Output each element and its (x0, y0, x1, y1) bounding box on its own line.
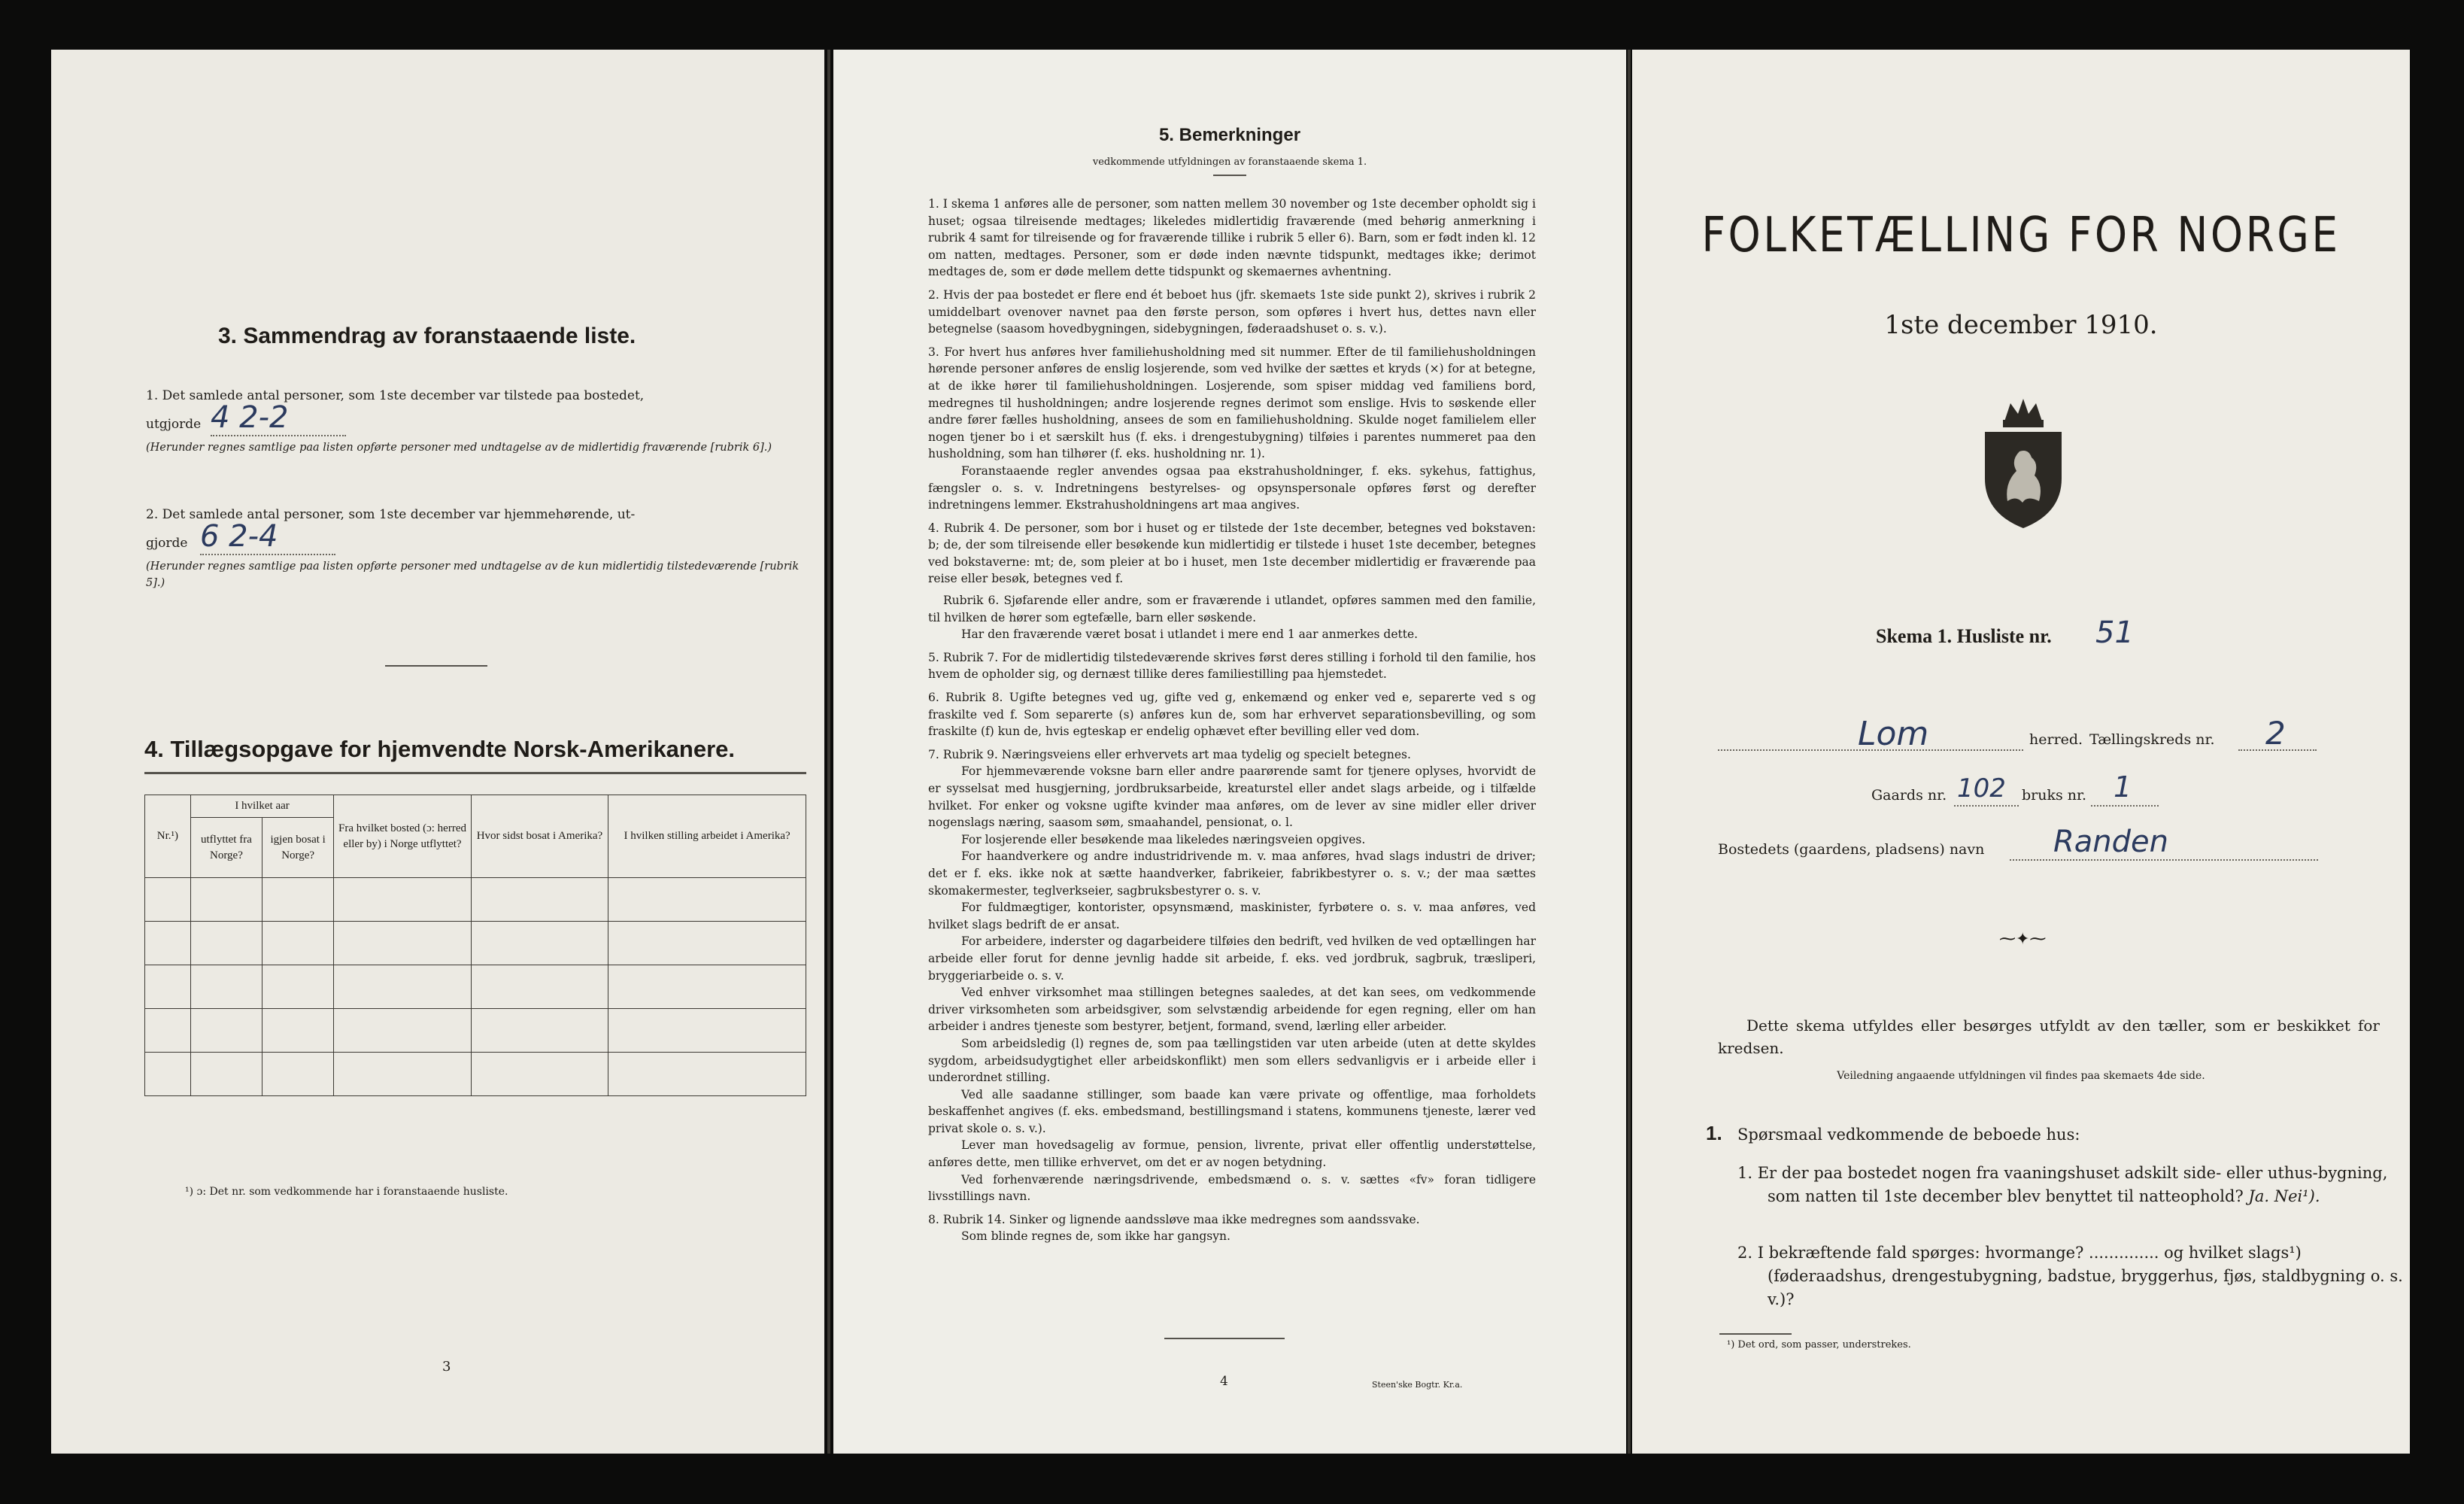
question-1 (1737, 1162, 2410, 1208)
question-heading: Spørsmaal vedkommende de beboede hus: (1737, 1126, 2080, 1144)
fold-left (827, 50, 830, 1454)
middle-page (833, 50, 1626, 1454)
main-title: FOLKETÆLLING FOR NORGE (1701, 208, 2341, 263)
fold-right (1628, 50, 1631, 1454)
para-7f: For arbeidere, inderster og dagarbeidere tilføies den bedrift, ved hvilken de ved optællingen har arbeide eller forut for denne jevnlig hadde sit arbeide, f. eks. ved jordbruk, sagbruk, træsliperi, bryggeriarbeide o. s. v. (928, 934, 1536, 983)
gaards-label: Gaards nr. (1871, 787, 1947, 804)
bemerkninger-body (928, 196, 1536, 1245)
col-returned: igjen bosat i Norge? (262, 818, 334, 878)
instructions: Dette skema utfyldes eller besørges utfyldt av den tæller, som er beskikket for kredsen. (1718, 1016, 2380, 1057)
bosted-label: Bostedets (gaardens, pladsens) navn (1718, 841, 1985, 858)
bosted-line (2010, 859, 2318, 861)
para-7g: Ved enhver virksomhet maa stillingen betegnes saaledes, at det kan sees, om vedkommende driver virksomheten som arbeidsgiver, som selvstændig arbeidende for egen regning, eller om han arbeider i andres tjeneste som bestyrer, betjent, formand, svend, lærling eller arbeider. (928, 986, 1536, 1034)
para-1: 1. I skema 1 anføres alle de personer, som natten mellem 30 november og 1ste december opholdt sig i huset; ogsaa tilreisende medtages; likeledes midlertidig fraværende (med behørig anmerkning i rubrik 4 samt for tilreisende og for fraværende tillike i rubrik 5 eller 6). Barn, som er født inden kl. 12 om natten, medtages. Personer, som er døde inden nævnte tidspunkt, medtages ikke; derimot medtages de, som er døde mellem dette tidspunkt og skemaernes avhentning. (928, 197, 1536, 279)
para-8b: Som blinde regnes de, som ikke har gangsyn. (961, 1229, 1230, 1244)
section4-title: 4. Tillægsopgave for hjemvendte Norsk-Amerikanere. (144, 736, 736, 762)
section3-item1 (146, 385, 808, 456)
para-3b: Foranstaaende regler anvendes ogsaa paa ekstrahusholdninger, f. eks. sykehus, fattighus, fængsler o. s. v. Indretningens bestyrelses- og opsynspersonale opføres først og derefter indretningens lemmer. Ekstrahusholdningens art maa angives. (928, 463, 1536, 512)
item1-handwritten: 4 2-2 (211, 400, 346, 436)
ornament-icon: ⁓✦⁓ (1999, 930, 2047, 949)
para-4b: Rubrik 6. Sjøfarende eller andre, som er fraværende i utlandet, opføres sammen med den familie, til hvilken de hører som egtefælle, barn eller søskende. (928, 594, 1536, 624)
question-heading-number: 1. (1706, 1122, 1722, 1144)
item2-prefix: gjorde (146, 536, 188, 551)
left-page (51, 50, 824, 1454)
table-row (145, 1009, 806, 1053)
para-7h: Som arbeidsledig (l) regnes de, som paa tællingstiden var uten arbeide (uten at dette skyldes sygdom, arbeidsudygtighet eller arbeidskonflikt) men som ellers sedvanligvis er i arbeide eller i underordnet stilling. (928, 1036, 1536, 1085)
gaards-line (1954, 805, 2019, 807)
bruks-value: 1 (2114, 770, 2132, 804)
bemerkninger-title: 5. Bemerkninger (1158, 125, 1301, 145)
item2-text: 2. Det samlede antal personer, som 1ste december var hjemmehørende, ut- (146, 507, 636, 522)
page-number-3: 3 (442, 1359, 451, 1375)
item1-text: 1. Det samlede antal personer, som 1ste december var tilstede paa bostedet, (146, 388, 645, 403)
item1-answer-line (146, 400, 808, 439)
table-row (145, 878, 806, 922)
para-7e: For fuldmægtiger, kontorister, opsynsmænd, maskinister, fyrbøtere o. s. v. maa anføres, ved hvilket slags bedrift de er ansat. (928, 901, 1536, 931)
footnote: ¹) Det ord, som passer, understrekes. (1727, 1339, 1911, 1351)
para-4: 4. Rubrik 4. De personer, som bor i huset og er tilstede der 1ste december, betegnes ved bokstaven: b; de, der som tilreisende eller besøkende kun midlertidig er tilstede i huset 1ste december, betegnes ved bokstaverne: mt; de, som pleier at bo i huset, men 1ste december midlertidig er fraværende paa reise eller besøk, betegnes ved f. (928, 521, 1536, 586)
col-nr: Nr.¹) (145, 795, 191, 878)
col-emigrated: utflyttet fra Norge? (190, 818, 262, 878)
para-7i: Ved alle saadanne stillinger, som baade kan være private og offentlige, maa forholdets beskaffenhet angives (f. eks. embedsmand, bestillingsmand i statens, kommunens tjeneste, lærer ved privat skole o. s. v.). (928, 1087, 1536, 1135)
para-6: 6. Rubrik 8. Ugifte betegnes ved ug, gifte ved g, enkemænd og enker ved e, separerte ved s og fraskilte ved f. Som separerte (s) anføres kun de, som har erhvervet separationsbevilling, og som fraskilte (f) kun de, hvis egteskap er endelig ophævet efter bevilling eller ved dom. (928, 691, 1536, 739)
kreds-label: Tællingskreds nr. (2089, 731, 2215, 748)
para-7c: For losjerende eller besøkende maa likeledes næringsveien opgives. (961, 832, 1366, 846)
kreds-value: 2 (2265, 715, 2286, 752)
footnote-rule (1719, 1333, 1792, 1335)
gaards-value: 102 (1957, 773, 2006, 804)
bruks-line (2091, 805, 2159, 807)
guidance: Veiledning angaaende utfyldningen vil findes paa skemaets 4de side. (1837, 1070, 2205, 1082)
section4-footnote: ¹) ɔ: Det nr. som vedkommende har i foranstaaende husliste. (185, 1186, 508, 1198)
question-1-text: 1. Er der paa bostedet nogen fra vaaningshuset adskilt side- eller uthus-bygning, som natten til 1ste december blev benyttet til natteophold? (1737, 1164, 2388, 1205)
census-date: 1ste december 1910. (1884, 310, 2158, 340)
table-row (145, 922, 806, 965)
item1-note: (Herunder regnes samtlige paa listen opførte personer med undtagelse av de midlertidig fraværende [rubrik 6].) (146, 442, 772, 454)
item1-prefix: utgjorde (146, 417, 202, 432)
bemerkninger-subtitle: vedkommende utfyldningen av foranstaaende skema 1. (1092, 156, 1367, 168)
section3-item2 (146, 504, 808, 591)
col-from-where: Fra hvilket bosted (ɔ: herred eller by) i Norge utflyttet? (334, 795, 471, 878)
section4-rule (144, 772, 806, 774)
para-5: 5. Rubrik 7. For de midlertidig tilstedeværende skrives først deres stilling i forhold til den familie, hos hvem de opholder sig, og dernæst tillike deres familiestilling paa hjemstedet. (928, 650, 1536, 682)
herred-label: herred. (2029, 731, 2083, 748)
item2-answer-line (146, 519, 808, 558)
col-occupation: I hvilken stilling arbeidet i Amerika? (608, 795, 806, 878)
norsk-amerikaner-table (144, 795, 806, 1096)
col-where-last: Hvor sidst bosat i Amerika? (471, 795, 608, 878)
para-7b: For hjemmeværende voksne barn eller andre paarørende samt for tjenere oplyses, hvorvidt de er sysselsat med husgjerning, jordbruksarbeide, kreaturstel eller andet slags arbeide, og i tilfælde hvilket. For enker og voksne ugifte kvinder maa anføres, om de lever av sine midler eller driver nogenslags næring, saasom søm, smaahandel, pensionat, o. l. (928, 764, 1536, 830)
skema-label: Skema 1. Husliste nr. (1876, 625, 2052, 647)
col-year-group: I hvilket aar (190, 795, 333, 818)
page-number-4: 4 (1220, 1374, 1228, 1389)
para-4c: Har den fraværende været bosat i utlandet i mere end 1 aar anmerkes dette. (961, 627, 1419, 642)
section3-title: 3. Sammendrag av foranstaaende liste. (218, 324, 636, 348)
bottom-rule (1164, 1338, 1285, 1339)
para-7j: Lever man hovedsagelig av formue, pension, livrente, privat eller offentlig understøttelse, anføres dette, men tillike erhvervet, om det er av nogen betydning. (928, 1138, 1536, 1170)
printer-mark: Steen'ske Bogtr. Kr.a. (1372, 1380, 1463, 1390)
right-page (1632, 50, 2410, 1454)
para-2: 2. Hvis der paa bostedet er flere end ét beboet hus (jfr. skemaets 1ste side punkt 2), skrives i rubrik 2 umiddelbart ovenover navnet paa den første person, som opføres i hvert hus, dettes navn eller betegnelse (saasom hovedbygningen, sidebygningen, føderaadshuset o. s. v.). (928, 287, 1536, 336)
bosted-value: Randen (2053, 825, 2169, 859)
bruks-label: bruks nr. (2022, 787, 2087, 804)
question-2: 2. I bekræftende fald spørges: hvormange? .............. og hvilket slags¹) (føderaadshus, drengestubygning, badstue, bryggerhus, fjøs, staldbygning o. s. v.)? (1737, 1244, 2403, 1308)
para-7: 7. Rubrik 9. Næringsveiens eller erhvervets art maa tydelig og specielt betegnes. (928, 747, 1411, 761)
table-row (145, 965, 806, 1009)
para-7k: Ved forhenværende næringsdrivende, embedsmænd o. s. v. sættes «fv» foran tidligere livsstillings navn. (928, 1172, 1536, 1204)
para-7d: For haandverkere og andre industridrivende m. v. maa anføres, hvad slags industri de driver; det er f. eks. ikke nok at sætte haandverker, fabrikeier, fabrikbestyrer o. s. v.; der maa sættes skomakermester, teglverkseier, sagbruksbestyrer o. s. v. (928, 849, 1536, 898)
item2-handwritten: 6 2-4 (200, 519, 335, 555)
para-8: 8. Rubrik 14. Sinker og lignende aandssløve maa ikke medregnes som aandssvake. (928, 1212, 1420, 1226)
divider (385, 665, 487, 667)
item2-note: (Herunder regnes samtlige paa listen opførte personer med undtagelse av de kun midlertidig tilstedeværende [rubrik 5].) (146, 561, 800, 589)
husliste-nr: 51 (2095, 615, 2134, 650)
table-row (145, 1053, 806, 1096)
question-1-options: Ja. Nei¹). (2248, 1187, 2320, 1205)
title-rule (1213, 175, 1246, 176)
herred-value: Lom (1858, 715, 1929, 753)
para-3: 3. For hvert hus anføres hver familiehusholdning med sit nummer. Efter de til familiehusholdningen hørende personer anføres de enslig losjerende, som ved hvilke der sættes et kryds (×) for at betegne, at de ikke hører til familiehusholdningen. Losjerende, som spiser middag ved familiens bord, medregnes til husholdningen; andre losjerende regnes derimot som enslige. Hvis to søskende eller andre fører fælles husholdning, ansees de som en familiehusholdning. Skulde noget familielem eller nogen tjener bo i et særskilt hus (f. eks. i drengestubygning) tilføies i parentes nummeret paa den husholdning, som han tilhører (f. eks. husholdning nr. 1). (928, 345, 1536, 461)
coat-of-arms-icon (1974, 388, 2072, 531)
